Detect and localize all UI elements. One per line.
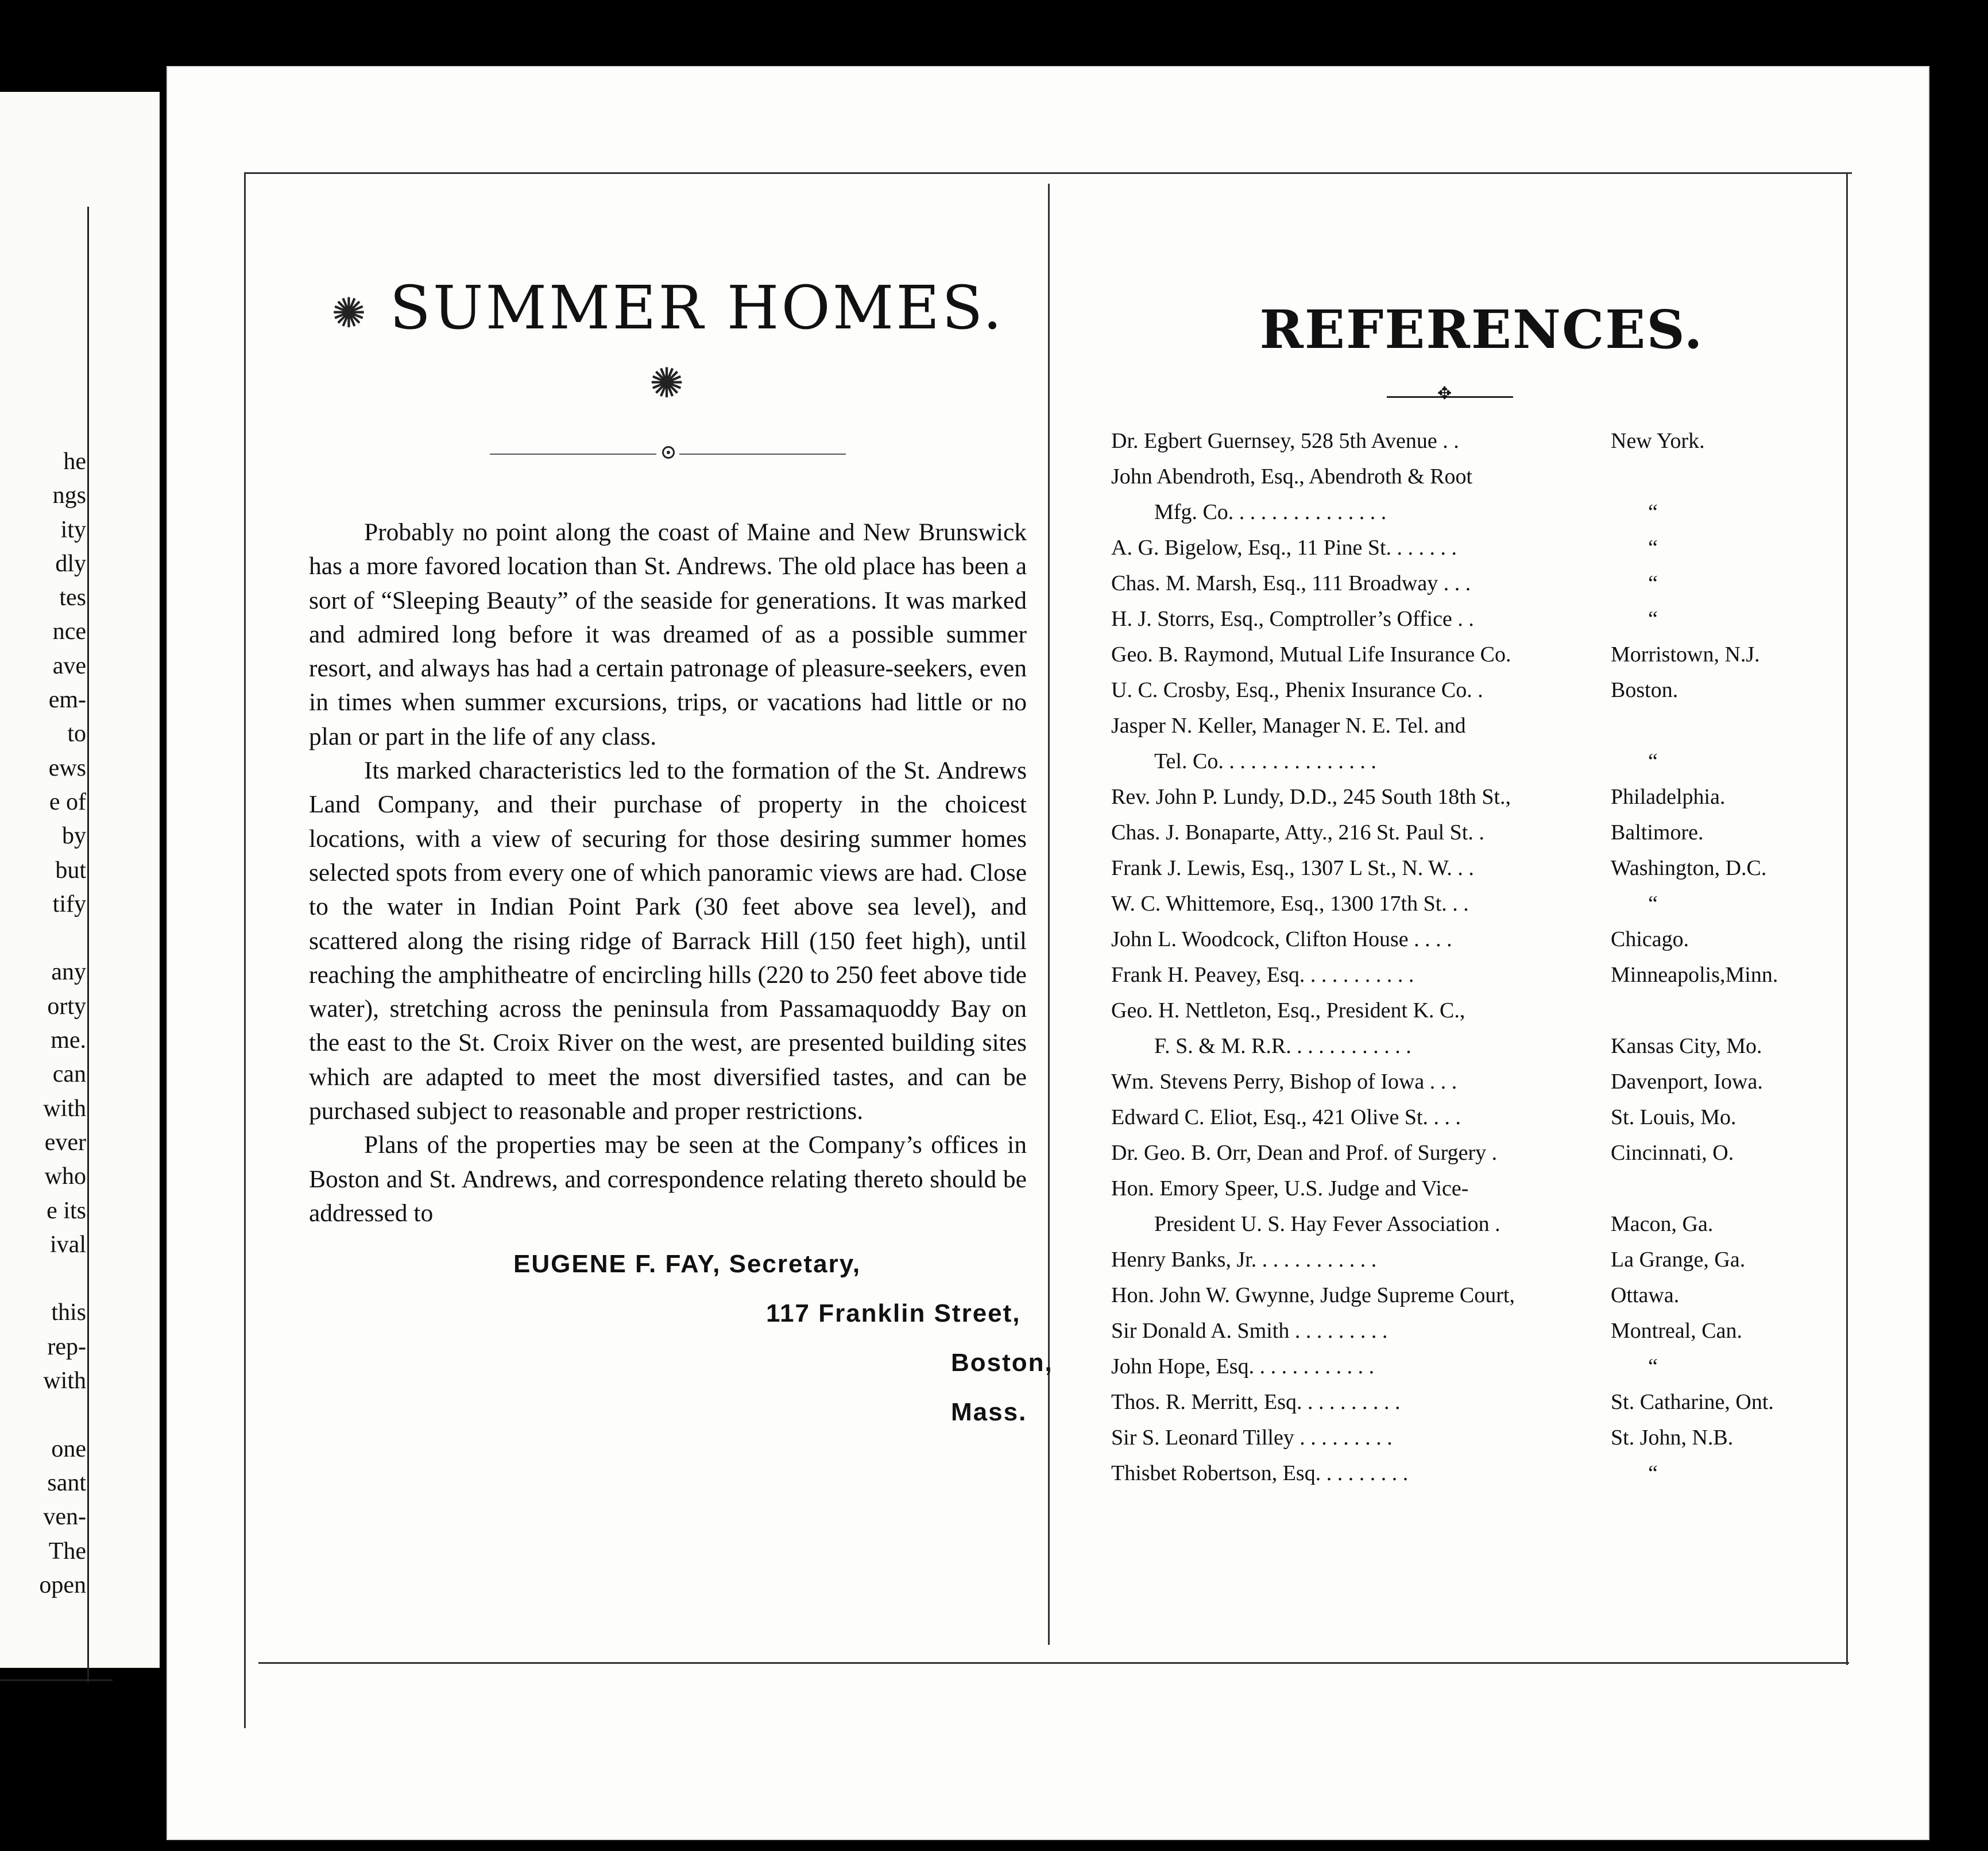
summer-homes-column <box>309 273 1053 1427</box>
reference-name: Jasper N. Keller, Manager N. E. Tel. and <box>1111 714 1466 738</box>
summer-homes-title: SUMMER HOMES. <box>389 273 1004 343</box>
frame-top-rule <box>244 172 1852 174</box>
references-title: REFERENCES. <box>1259 299 1704 361</box>
reference-row <box>1111 571 1829 606</box>
reference-name: Frank H. Peavey, Esq. . . . . . . . . . . <box>1111 963 1414 987</box>
reference-location: “ <box>1648 500 1658 524</box>
left-page-fragment: but <box>55 857 86 884</box>
reference-location: Davenport, Iowa. <box>1611 1070 1763 1094</box>
reference-row <box>1111 499 1829 535</box>
reference-location: Philadelphia. <box>1611 785 1726 809</box>
left-page-fragment <box>0 1398 86 1432</box>
reference-name: Dr. Geo. B. Orr, Dean and Prof. of Surgery . <box>1111 1141 1498 1165</box>
reference-row <box>1111 1140 1829 1176</box>
reference-location: Morristown, N.J. <box>1611 642 1760 667</box>
contact-street: 117 Franklin Street, <box>766 1299 1021 1328</box>
references-list <box>1111 428 1829 1496</box>
reference-location: “ <box>1648 1461 1658 1485</box>
reference-name: Mfg. Co. . . . . . . . . . . . . . . <box>1154 500 1387 524</box>
reference-location: Chicago. <box>1611 927 1689 951</box>
reference-row <box>1111 1283 1829 1318</box>
reference-row <box>1111 749 1829 784</box>
reference-name: Wm. Stevens Perry, Bishop of Iowa . . . <box>1111 1070 1457 1094</box>
paragraph: Plans of the properties may be seen at the Company’s offices in Boston and St. Andrews, and correspondence relating thereto should be addressed to <box>309 1131 1027 1227</box>
reference-row <box>1111 1461 1829 1496</box>
reference-name: Thos. R. Merritt, Esq. . . . . . . . . . <box>1111 1390 1401 1414</box>
left-page-bottom-rule <box>0 1679 113 1681</box>
reference-name: W. C. Whittemore, Esq., 1300 17th St. . . <box>1111 892 1469 916</box>
paragraph: Probably no point along the coast of Maine and New Brunswick has a more favored location than St. Andrews. The old place has been a sort of “Sleeping Beauty” of the seaside for generations. It was marked and admired long before it was dreamed of as a possible summer resort, and always has had a certain patronage of pleasure-seekers, even in times when summer excursions, trips, or vacations had little or no plan or part in the life of any class. <box>309 518 1027 750</box>
left-page-fragment: open <box>39 1571 86 1598</box>
reference-name: Chas. J. Bonaparte, Atty., 216 St. Paul St. . <box>1111 820 1484 845</box>
reference-location: St. Catharine, Ont. <box>1611 1390 1774 1414</box>
left-page-fragment: em- <box>48 687 86 714</box>
left-page-fragment: ews <box>48 754 86 781</box>
main-page <box>167 66 1929 1840</box>
left-page-fragment: rep- <box>47 1333 86 1360</box>
reference-row <box>1111 1211 1829 1247</box>
reference-row <box>1111 1176 1829 1211</box>
reference-location: “ <box>1648 892 1658 916</box>
reference-name: U. C. Crosby, Esq., Phenix Insurance Co. . <box>1111 678 1483 702</box>
reference-row <box>1111 1069 1829 1105</box>
left-page-fragment <box>0 921 86 955</box>
reference-row <box>1111 1354 1829 1389</box>
reference-name: John L. Woodcock, Clifton House . . . . <box>1111 927 1452 951</box>
reference-row <box>1111 820 1829 855</box>
reference-row <box>1111 1389 1829 1425</box>
reference-row <box>1111 998 1829 1033</box>
left-page-text-fragments <box>0 445 86 1602</box>
reference-location: Macon, Ga. <box>1611 1212 1714 1236</box>
reference-location: Baltimore. <box>1611 820 1704 845</box>
left-page-fragment: dly <box>55 550 86 577</box>
reference-name: Edward C. Eliot, Esq., 421 Olive St. . . . <box>1111 1105 1461 1129</box>
reference-location: “ <box>1648 536 1658 560</box>
reference-name: Geo. B. Raymond, Mutual Life Insurance Co. <box>1111 642 1511 667</box>
reference-row <box>1111 1247 1829 1283</box>
left-page-fragment: ity <box>60 516 86 543</box>
flower-ornament-icon: ✺ <box>649 358 687 407</box>
left-page-fragment <box>0 1262 86 1296</box>
left-page-fragment: with <box>43 1368 86 1395</box>
contact-block <box>309 1240 1053 1427</box>
left-page-fragment: The <box>48 1538 86 1565</box>
left-page-fragment: this <box>51 1299 86 1326</box>
reference-location: Washington, D.C. <box>1611 856 1767 880</box>
reference-location: La Grange, Ga. <box>1611 1248 1746 1272</box>
left-page-fragment: ngs <box>52 482 86 509</box>
reference-row <box>1111 1105 1829 1140</box>
reference-location: Ottawa. <box>1611 1283 1680 1307</box>
reference-location: Boston. <box>1611 678 1678 702</box>
left-page-fragment: with <box>43 1095 86 1122</box>
contact-city: Boston, Mass. <box>951 1349 1053 1427</box>
reference-name: Sir S. Leonard Tilley . . . . . . . . . <box>1111 1426 1393 1450</box>
reference-name: John Hope, Esq. . . . . . . . . . . . <box>1111 1354 1375 1378</box>
left-page-fragment: ever <box>44 1129 86 1156</box>
left-page-fragment: can <box>52 1061 86 1088</box>
reference-row <box>1111 1318 1829 1354</box>
left-page-fragment: any <box>51 959 86 986</box>
left-page-fragment: who <box>44 1163 86 1190</box>
paragraph: Its marked characteristics led to the formation of the St. Andrews Land Company, and their purchase of property in the choicest locations, with a view of securing for those desiring summer homes selected spots from every one of which panoramic views are had. Close to the water in Indian Point Park (30 feet above sea level), and scattered along the rising ridge of Barrack Hill (150 feet high), until reaching the amphitheatre of encircling hills (220 to 250 feet above tide water), stretching across the peninsula from Passamaquoddy Bay on the east to the St. Croix River on the west, are presented building sites which are adapted to meet the most diversified tastes, and can be purchased subject to reasonable and proper restrictions. <box>309 757 1027 1125</box>
reference-location: Minneapolis,Minn. <box>1611 963 1778 987</box>
frame-right-rule <box>1846 172 1848 1665</box>
left-page-fragment: orty <box>47 993 86 1020</box>
frame-left-rule <box>244 172 246 1728</box>
reference-name: John Abendroth, Esq., Abendroth & Root <box>1111 464 1473 489</box>
reference-name: Hon. John W. Gwynne, Judge Supreme Court, <box>1111 1283 1515 1307</box>
summer-homes-heading <box>309 273 1027 413</box>
reference-row <box>1111 642 1829 677</box>
column-divider <box>1048 184 1050 1645</box>
frame-bottom-rule <box>258 1662 1849 1664</box>
reference-location: “ <box>1648 749 1658 773</box>
reference-location: “ <box>1648 1354 1658 1378</box>
left-page-fragment: nce <box>52 618 86 645</box>
left-page-fragment: ave <box>52 652 86 679</box>
reference-row <box>1111 927 1829 962</box>
reference-name: Dr. Egbert Guernsey, 528 5th Avenue . . <box>1111 429 1459 453</box>
reference-name: F. S. & M. R.R. . . . . . . . . . . . <box>1154 1034 1411 1058</box>
reference-name: Geo. H. Nettleton, Esq., President K. C., <box>1111 998 1465 1023</box>
left-page-fragment: sant <box>47 1469 86 1496</box>
left-page-fragment: e its <box>47 1197 86 1224</box>
references-ornament <box>1387 384 1513 401</box>
left-page-fragment: one <box>51 1435 86 1462</box>
reference-name: A. G. Bigelow, Esq., 11 Pine St. . . . . . . <box>1111 536 1457 560</box>
flower-ornament-icon: ✺ <box>331 288 369 337</box>
reference-name: Tel. Co. . . . . . . . . . . . . . . <box>1154 749 1376 773</box>
heading-ornament-rule <box>490 453 846 455</box>
reference-row <box>1111 784 1829 820</box>
left-page-fragment: ival <box>50 1231 86 1258</box>
left-page-fragment: by <box>62 823 86 850</box>
reference-row <box>1111 535 1829 571</box>
left-page-fragment: to <box>67 721 86 748</box>
left-page-fragment: e of <box>49 788 86 815</box>
reference-location: Kansas City, Mo. <box>1611 1034 1762 1058</box>
reference-row <box>1111 713 1829 749</box>
references-column <box>1111 299 1829 1496</box>
reference-name: Thisbet Robertson, Esq. . . . . . . . . <box>1111 1461 1409 1485</box>
left-page-fragment: me. <box>51 1027 86 1054</box>
reference-name: H. J. Storrs, Esq., Comptroller’s Office . . <box>1111 607 1474 631</box>
reference-row <box>1111 891 1829 927</box>
reference-name: Hon. Emory Speer, U.S. Judge and Vice- <box>1111 1176 1469 1201</box>
left-page-fragment: tify <box>52 890 86 917</box>
circle-ornament-icon <box>662 446 675 459</box>
reference-location: “ <box>1648 571 1658 595</box>
reference-name: Chas. M. Marsh, Esq., 111 Broadway . . . <box>1111 571 1471 595</box>
reference-row <box>1111 962 1829 998</box>
left-facing-page <box>0 92 160 1668</box>
reference-location: St. John, N.B. <box>1611 1426 1734 1450</box>
reference-row <box>1111 606 1829 642</box>
reference-location: New York. <box>1611 429 1705 453</box>
reference-row <box>1111 1033 1829 1069</box>
reference-name: Sir Donald A. Smith . . . . . . . . . <box>1111 1319 1388 1343</box>
reference-row <box>1111 428 1829 464</box>
reference-location: Cincinnati, O. <box>1611 1141 1734 1165</box>
reference-name: Frank J. Lewis, Esq., 1307 L St., N. W. . . <box>1111 856 1474 880</box>
reference-name: Rev. John P. Lundy, D.D., 245 South 18th St., <box>1111 785 1511 809</box>
reference-name: President U. S. Hay Fever Association . <box>1154 1212 1500 1236</box>
reference-row <box>1111 1425 1829 1461</box>
reference-location: “ <box>1648 607 1658 631</box>
reference-row <box>1111 855 1829 891</box>
reference-name: Henry Banks, Jr. . . . . . . . . . . . <box>1111 1248 1377 1272</box>
left-page-rule <box>87 207 89 1682</box>
reference-row <box>1111 464 1829 499</box>
reference-location: St. Louis, Mo. <box>1611 1105 1736 1129</box>
left-page-fragment: tes <box>59 584 86 611</box>
left-page-fragment: he <box>63 448 86 475</box>
summer-homes-body <box>309 516 1027 1230</box>
contact-name: EUGENE F. FAY, Secretary, <box>513 1250 861 1279</box>
left-page-fragment: ven- <box>43 1504 86 1531</box>
reference-location: Montreal, Can. <box>1611 1319 1743 1343</box>
crown-ornament-icon: ✥ <box>1437 384 1452 403</box>
reference-row <box>1111 677 1829 713</box>
